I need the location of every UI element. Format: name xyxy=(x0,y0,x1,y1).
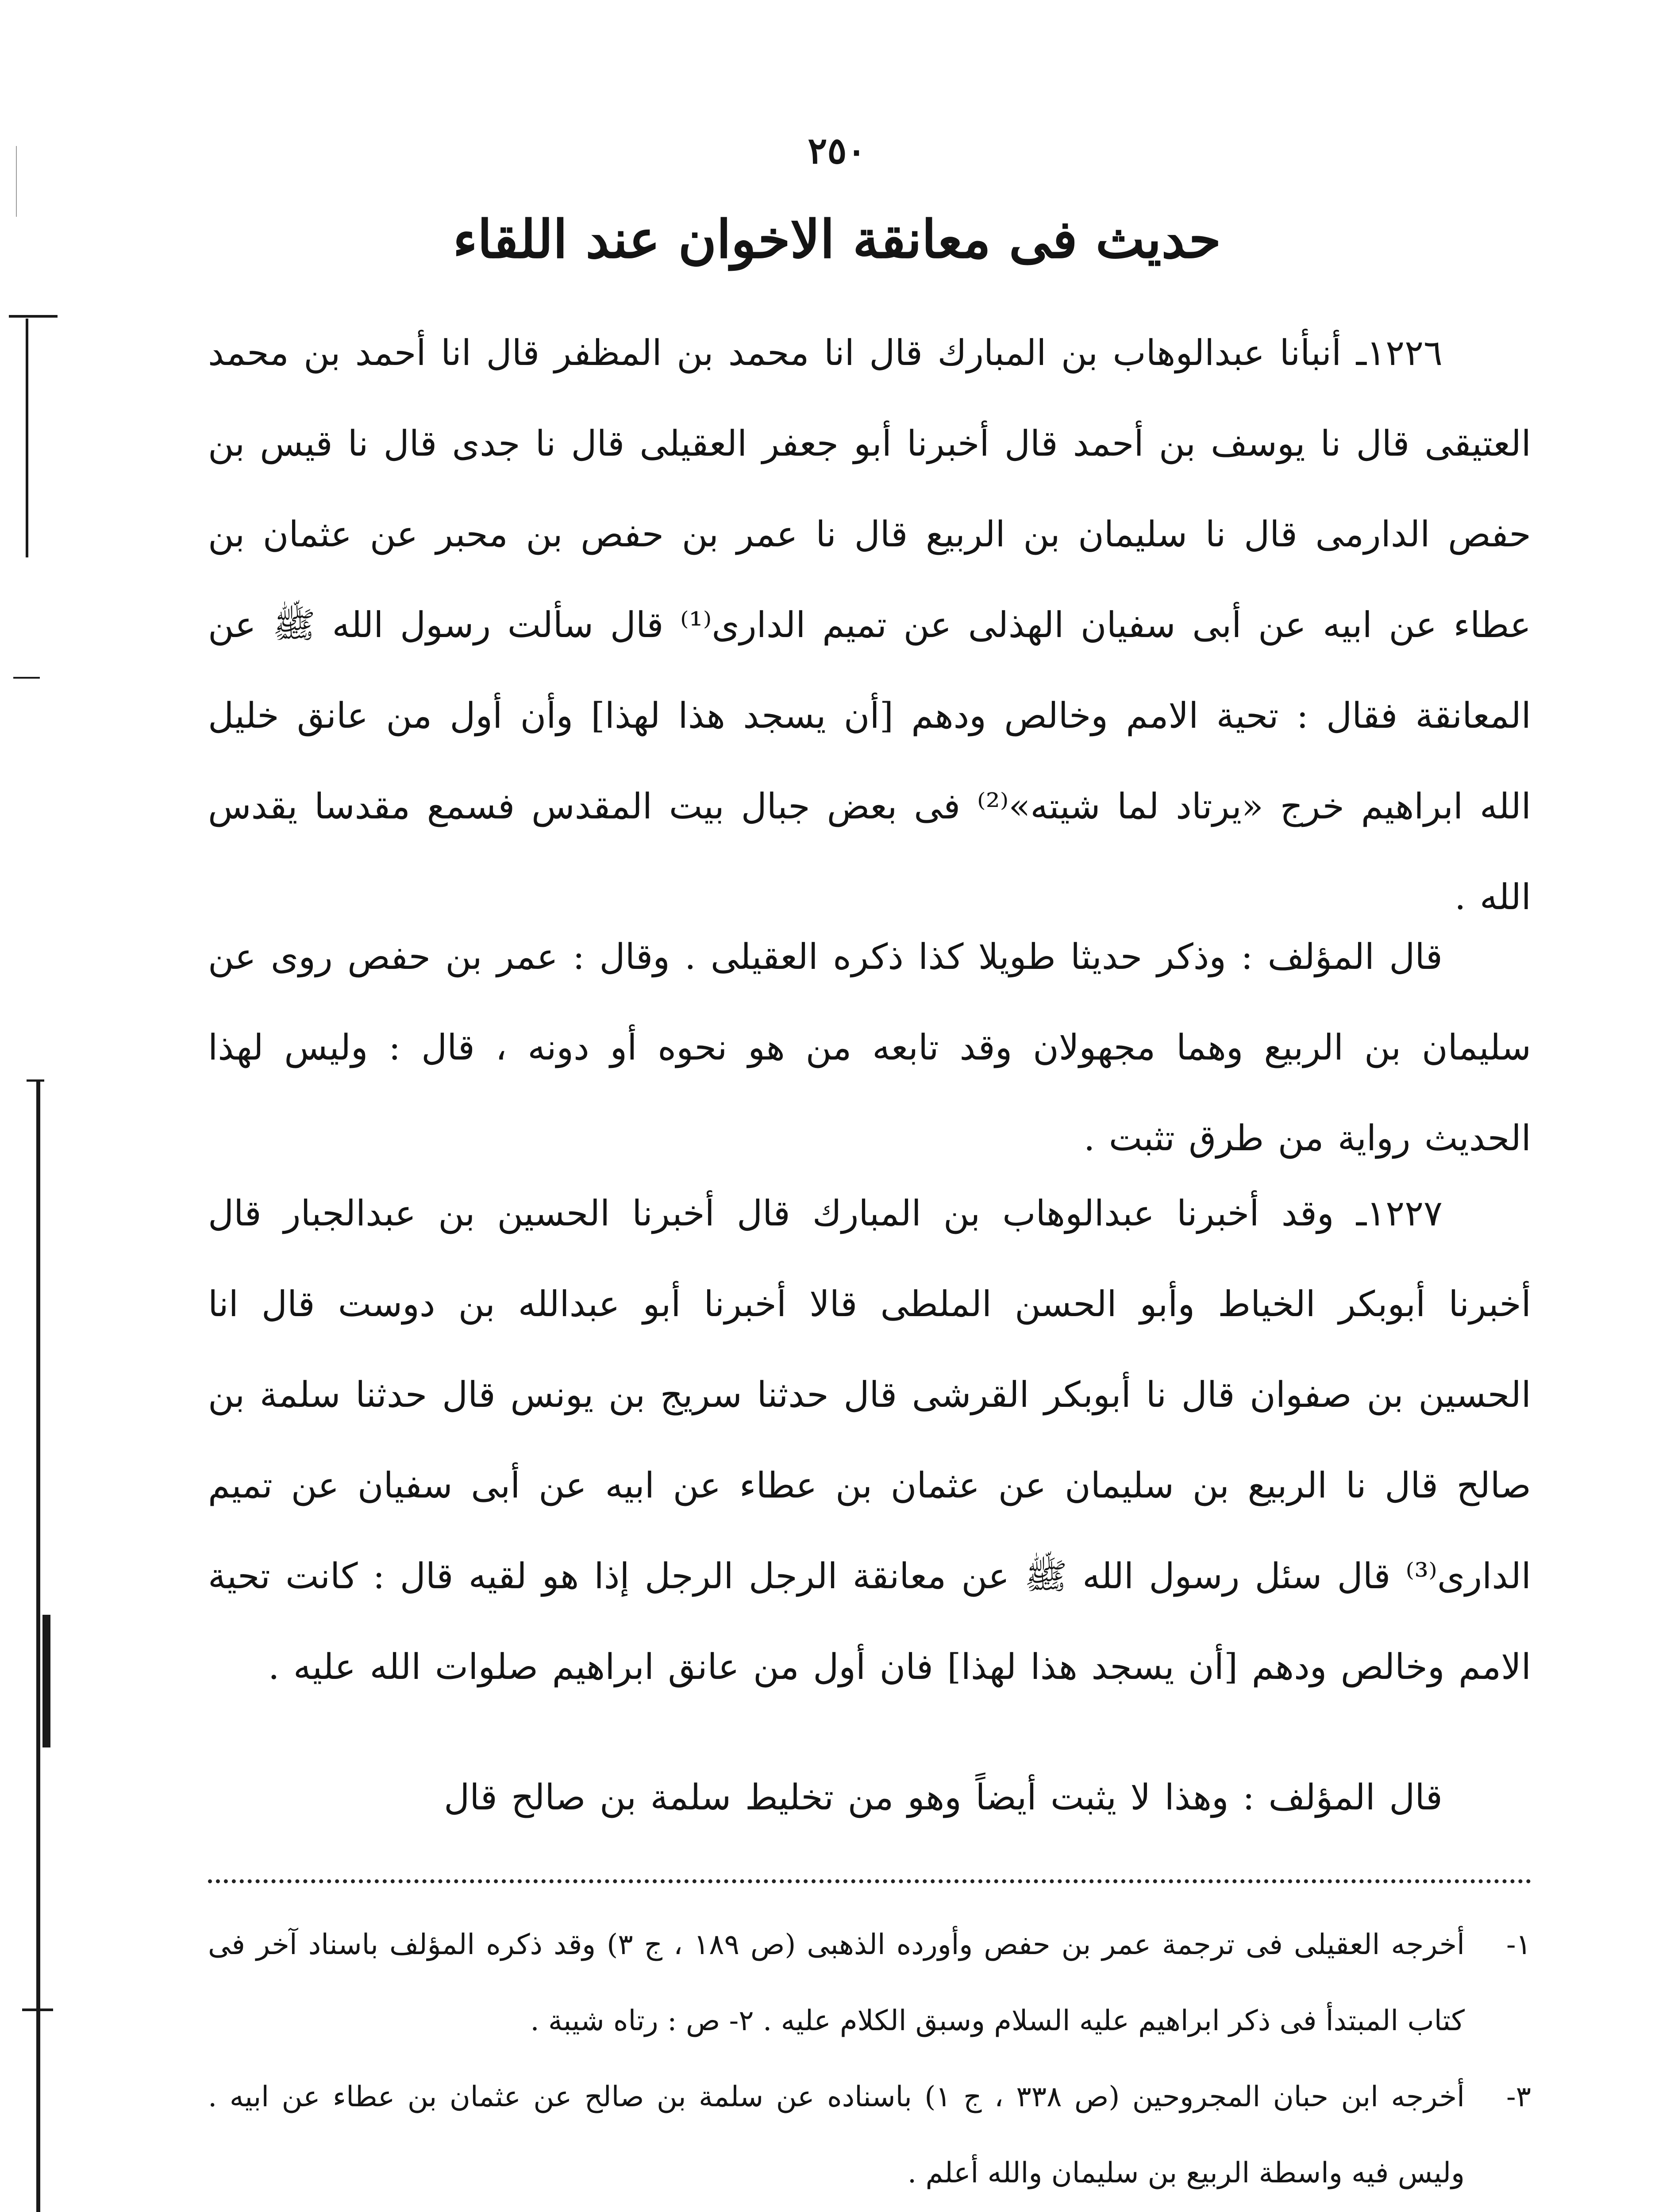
footnote-separator xyxy=(208,1879,1531,1883)
footnote-text: أخرجه العقيلى فى ترجمة عمر بن حفص وأورده الذهبى (ص ١٨٩ ، ج ٣) وقد ذكره المؤلف باسناد آخر فى كتاب المبتدأ فى ذكر ابراهيم عليه السلام وسبق الكلام عليه . ٢- ص : رتاه شيبة . xyxy=(208,1928,1465,2037)
scan-artifact-mark xyxy=(13,677,40,679)
footnote-number: ١- xyxy=(1506,1928,1531,1961)
footnote xyxy=(208,2059,1531,2211)
scan-artifact-line xyxy=(42,1615,50,1747)
hadith-paragraph: ١٢٢٧ـ وقد أخبرنا عبدالوهاب بن المبارك قال أخبرنا الحسين بن عبدالجبار قال أخبرنا أبوبكر الخياط وأبو الحسن الملطى قالا أخبرنا أبو عبدالله بن دوست قال انا الحسين بن صفوان قال نا أبوبكر القرشى قال حدثنا سريج بن يونس قال حدثنا سلمة بن صالح قال نا الربيع بن سليمان عن عثمان بن عطاء عن ابيه عن أبى سفيان عن تميم الدارى⁽³⁾ قال سئل رسول الله ﷺ عن معانقة الرجل الرجل إذا هو لقيه قال : كانت تحية الامم وخالص ودهم [أن يسجد هذا لهذا] فان أول من عانق ابراهيم صلوات الله عليه . xyxy=(208,1193,1531,1687)
scan-artifact-mark xyxy=(27,1079,44,1082)
footnote-number: ٣- xyxy=(1506,2081,1531,2113)
hadith-paragraph: ١٢٢٦ـ أنبأنا عبدالوهاب بن المبارك قال انا محمد بن المظفر قال انا أحمد بن محمد العتيقى قال نا يوسف بن أحمد قال أخبرنا أبو جعفر العقيلى قال نا جدى قال نا قيس بن حفص الدارمى قال نا سليمان بن الربيع قال نا عمر بن حفص بن محبر عن عثمان بن عطاء عن ابيه عن أبى سفيان الهذلى عن تميم الدارى⁽¹⁾ قال سألت رسول الله ﷺ عن المعانقة فقال : تحية الامم وخالص ودهم [أن يسجد هذا لهذا] وأن أول من عانق خليل الله ابراهيم خرج «يرتاد لما شيته»⁽²⁾ فى بعض جبال بيت المقدس فسمع مقدسا يقدس الله . xyxy=(208,332,1532,918)
scan-artifact-mark xyxy=(22,2008,53,2011)
scan-artifact-line xyxy=(36,1079,40,2212)
author-comment-paragraph: قال المؤلف : وذكر حديثا طويلا كذا ذكره العقيلى . وقال : عمر بن حفص روى عن سليمان بن الربيع وهما مجهولان وقد تابعه من هو نحوه أو دونه ، قال : وليس لهذا الحديث رواية من طرق تثبت . xyxy=(208,936,1531,1159)
scan-artifact-mark xyxy=(9,315,58,318)
page-number: ٢٥٠ xyxy=(808,130,866,172)
chapter-title: حديث فى معانقة الاخوان عند اللقاء xyxy=(453,208,1221,270)
footnote-text: أخرجه ابن حبان المجروحين (ص ٣٣٨ ، ج ١) باسناده عن سلمة بن صالح عن عثمان بن عطاء عن ابيه . وليس فيه واسطة الربيع بن سليمان والله أعلم . xyxy=(208,2081,1465,2189)
footnote xyxy=(208,1907,1531,2059)
author-comment-paragraph: قال المؤلف : وهذا لا يثبت أيضاً وهو من تخليط سلمة بن صالح قال xyxy=(444,1777,1443,1818)
footnotes xyxy=(208,1907,1531,2211)
scan-artifact-line xyxy=(26,319,28,557)
